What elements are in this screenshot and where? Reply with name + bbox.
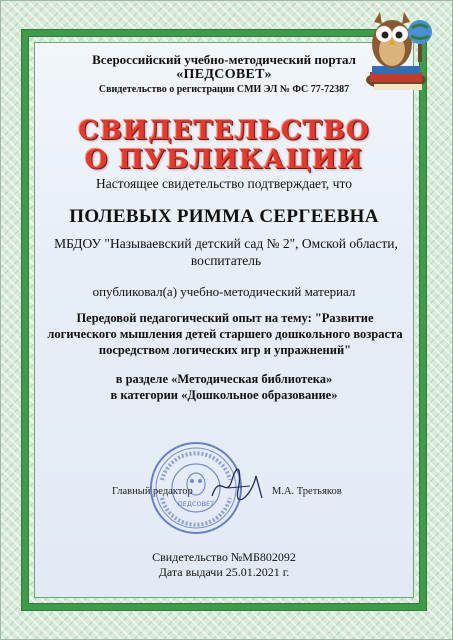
portal-name: Всероссийский учебно-методический портал bbox=[92, 52, 356, 67]
certificate-number: Свидетельство №МБ802092 bbox=[152, 550, 296, 564]
editor-label: Главный редактор bbox=[112, 486, 193, 497]
editor-name: М.А. Третьяков bbox=[272, 486, 342, 497]
confirm-text: Настоящее свидетельство подтверждает, что bbox=[96, 176, 352, 191]
material-title: Передовой педагогический опыт на тему: "Развитие логического мышления детей старшего дошкольного возраста посредством логических игр и упражнений" bbox=[47, 311, 403, 357]
recipient-name: ПОЛЕВЫХ РИММА СЕРГЕЕВНА bbox=[69, 206, 379, 227]
published-text: опубликовал(а) учебно-методический материал bbox=[92, 284, 356, 299]
portal-brand: «ПЕДСОВЕТ» bbox=[176, 67, 272, 82]
section-line: в разделе «Методическая библиотека» bbox=[115, 372, 333, 386]
certificate-title-line1: СВИДЕТЕЛЬСТВО bbox=[78, 116, 370, 146]
media-registration: Свидетельство о регистрации СМИ ЭЛ № ФС 77-72387 bbox=[98, 84, 350, 95]
recipient-organization: МБДОУ "Называевский детский сад № 2", Омской области, воспитатель bbox=[54, 236, 398, 268]
certificate-title-line2: О ПУБЛИКАЦИИ bbox=[84, 145, 364, 175]
category-line: в категории «Дошкольное образование» bbox=[110, 388, 338, 402]
seal-center-text: ПЕДСОВЕТ bbox=[177, 500, 215, 508]
issue-date: Дата выдачи 25.01.2021 г. bbox=[158, 565, 290, 579]
editor-signature-icon bbox=[208, 466, 268, 506]
